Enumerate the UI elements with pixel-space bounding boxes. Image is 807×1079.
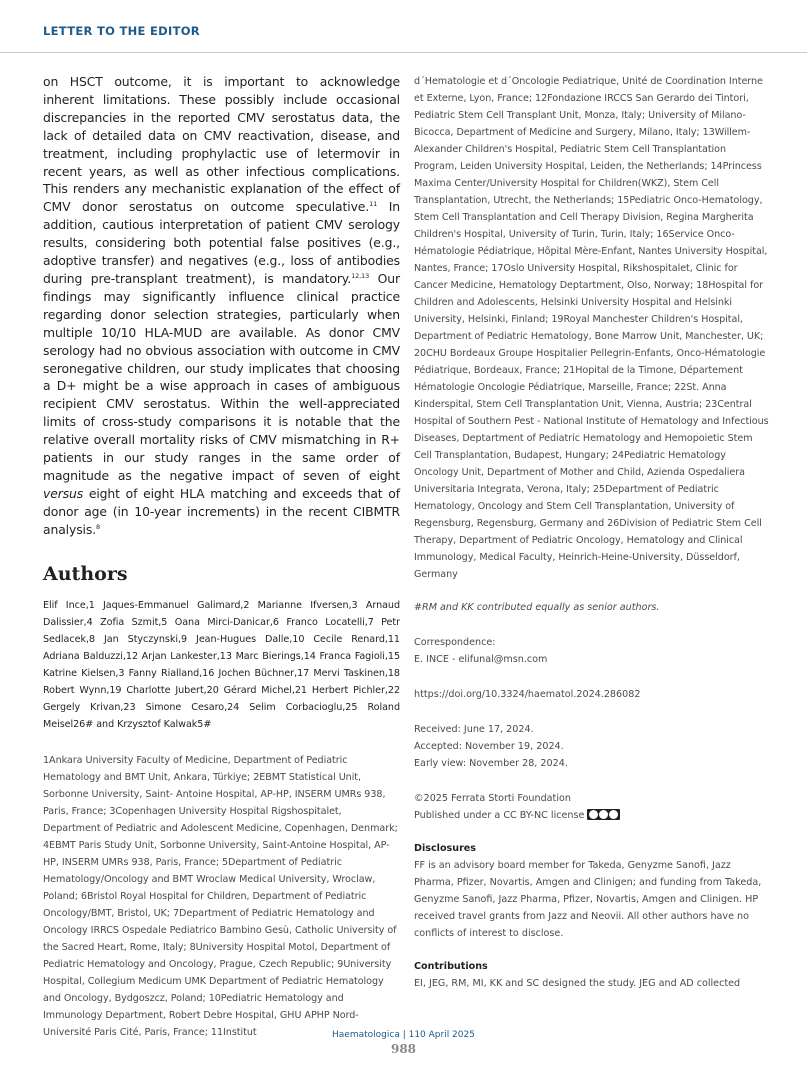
date-early-view: Early view: November 28, 2024. <box>414 758 568 769</box>
correspondence-block <box>414 634 772 668</box>
left-column <box>43 73 400 1041</box>
copyright-block <box>414 790 772 824</box>
header-divider <box>0 52 807 53</box>
date-accepted: Accepted: November 19, 2024. <box>414 741 564 752</box>
license-line <box>414 807 772 824</box>
disclosures-title: Disclosures <box>414 843 477 854</box>
copyright-line: ©2025 Ferrata Storti Foundation <box>414 793 571 804</box>
main-text-part-4: eight of eight HLA matching and exceeds that of donor age (in 10-year increments) in the recent CIBMTR analysis. <box>43 485 400 537</box>
main-text-part-1: on HSCT outcome, it is important to acknowledge inherent limitations. These possibly include occasional discrepancies in the reported CMV serostatus data, the lack of detailed data on CMV reactivation, disease, and treatment, including prophylactic use of letermovir in recent years, as well as other infectious complications. This renders any mechanistic explanation of the effect of CMV donor serostatus on outcome speculative. <box>43 74 400 215</box>
disclosures-text: FF is an advisory board member for Takeda, Genyzme Sanofi, Jazz Pharma, Pfizer, Novartis, Amgen and Clinigen; and funding from Takeda, Genyzme Sanofi, Jazz Pharma, Pfizer, Novartis, Amgen and Clinigen. HP received travel grants from Jazz and Neovii. All other authors have no conflicts of interest to disclose. <box>414 860 762 939</box>
section-label: LETTER TO THE EDITOR <box>43 24 200 38</box>
doi-link[interactable]: https://doi.org/10.3324/haematol.2024.286082 <box>414 689 641 700</box>
versus-italic: versus <box>43 485 84 501</box>
authors-list: Elif Ince,1 Jaques-Emmanuel Galimard,2 Marianne Ifversen,3 Arnaud Dalissier,4 Zofia Szmit,5 Oana Mirci-Danicar,6 Franco Locatelli,7 Petr Sedlacek,8 Jan Styczynski,9 Jean-Hugues Dalle,10 Cecile Renard,11 Adriana Balduzzi,12 Arjan Lankester,13 Marc Bierings,14 Franca Fagioli,15 Katrine Kielsen,3 Fanny Rialland,16 Jochen Büchner,17 Mervi Taskinen,18 Robert Wynn,19 Charlotte Jubert,20 Gérard Michel,21 Herbert Pichler,22 Gergely Krivan,23 Simone Cesaro,24 Selim Corbacioglu,25 Roland Meisel26# and Krzysztof Kalwak5# <box>43 599 400 730</box>
citation-8: 8 <box>96 522 101 531</box>
main-text-part-3: Our findings may significantly influence clinical practice regarding donor selection strategies, particularly when multiple 10/10 HLA-MUD are available. As donor CMV serology had no obvious association with outcome in CMV seronegative children, our study implicates that choosing a D+ might be a wise approach in cases of ambiguous recipient CMV serostatus. Within the well-appreciated limits of cross-study comparisons it is notable that the relative overall mortality risks of CMV mismatching in R+ patients in our study ranges in the same order of magnitude as the negative impact of seven of eight <box>43 270 400 483</box>
correspondence-label: Correspondence: <box>414 637 496 648</box>
license-text: Published under a CC BY-NC license <box>414 810 585 821</box>
affiliations-right: d´Hematologie et d´Oncologie Pediatrique, Unité de Coordination Interne et Externe, Lyon, France; 12Fondazione IRCCS San Gerardo dei Tintori, Pediatric Stem Cell Transplant Unit, Monza, Italy; University of Milano-Bicocca, Department of Medicine and Surgery, Milano, Italy; 13Willem-Alexander Children's Hospital, Pediatric Stem Cell Transplantation Program, Leiden University Hospital, Leiden, the Netherlands; 14Princess Maxima Center/University Hospital for Children(WKZ), Stem Cell Transplantation, Utrecht, the Netherlands; 15Pediatric Onco-Hematology, Stem Cell Transplantation and Cell Therapy Division, Regina Margherita Children's Hospital, University of Turin, Turin, Italy; 16Service Onco-Hématologie Pédiatrique, Hôpital Mère-Enfant, Nantes University Hospital, Nantes, France; 17Oslo University Hospital, Rikshospitalet, Clinic for Cancer Medicine, Hematology Deptartment, Olso, Norway; 18Hospital for Children and Adolescents, Helsinki University Hospital and Helsinki University, Helsinki, Finland; 19Royal Manchester Children's Hospital, Department of Pediatric Hematology, Bone Marrow Unit, Manchester, UK; 20CHU Bordeaux Groupe Hospitalier Pellegrin-Enfants, Onco-Hématologie Pédiatrique, Bordeaux, France; 21Hopital de la Timone, Département Hématologie Oncologie Pédiatrique, Marseille, France; 22St. Anna Kinderspital, Stem Cell Transplantation Unit, Vienna, Austria; 23Central Hospital of Southern Pest - National Institute of Hematology and Infectious Diseases, Deptartment of Pediatric Hematology and Hemopoietic Stem Cell Transplantation, Budapest, Hungary; 24Pediatric Hematology Oncology Unit, Department of Mother and Child, Azienda Ospedaliera Universitaria Integrata, Verona, Italy; 25Department of Pediatric Hematology, Oncology and Stem Cell Transplantation, University of Regensburg, Regensburg, Germany and 26Division of Pediatric Stem Cell Therapy, Department of Pediatric Oncology, Hematology and Clinical Immunology, Medical Faculty, Heinrich-Heine-University, Düsseldorf, Germany <box>414 76 769 580</box>
affiliations-left: 1Ankara University Faculty of Medicine, Department of Pediatric Hematology and BMT Unit, Ankara, Türkiye; 2EBMT Statistical Unit, Sorbonne University, Saint- Antoine Hospital, AP-HP, INSERM UMRs 938, Paris, France; 3Copenhagen University Hospital Rigshospitalet, Department of Pediatric and Adolescent Medicine, Copenhagen, Denmark; 4EBMT Paris Study Unit, Sorbonne University, Saint-Antoine Hospital, AP-HP, INSERM UMRs 938, Paris, France; 5Department of Pediatric Hematology/Oncology and BMT Wroclaw Medical University, Wroclaw, Poland; 6Bristol Royal Hospital for Children, Department of Pediatric Oncology/BMT, Bristol, UK; 7Department of Pediatric Hematology and Oncology IRRCS Ospedale Pediatrico Bambino Gesù, Catholic University of the Sacred Heart, Rome, Italy; 8University Hospital Motol, Department of Pediatric Hematology and Oncology, Prague, Czech Republic; 9University Hospital, Collegium Medicum UMK Department of Pediatric Hematology and Oncology, Bydgoszcz, Poland; 10Pediatric Hematology and Immunology Department, Robert Debre Hospital, GHU APHP Nord-Université Paris Cité, Paris, France; 11Institut <box>43 754 398 1038</box>
cc-by-nc-badge-icon[interactable] <box>587 809 620 820</box>
dates-block <box>414 721 772 772</box>
footer-journal-line: Haematologica | 110 April 2025 <box>332 1030 475 1040</box>
citation-12-13: 12,13 <box>351 271 370 280</box>
date-received: Received: June 17, 2024. <box>414 724 534 735</box>
main-paragraph <box>43 73 400 539</box>
correspondence-contact[interactable]: E. INCE - elifunal@msn.com <box>414 654 548 665</box>
equal-contribution-note: #RM and KK contributed equally as senior authors. <box>414 602 660 613</box>
contributions-title: Contributions <box>414 961 488 972</box>
doi-block <box>414 686 772 703</box>
right-column <box>414 73 772 992</box>
authors-heading: Authors <box>43 562 128 585</box>
main-text-part-2: In addition, cautious interpretation of patient CMV serology results, considering both potential false positives (e.g., adoptive transfer) and negatives (e.g., loss of antibodies during pre-transplant treatment), is mandatory. <box>43 199 400 286</box>
footer-page-number: 988 <box>390 1042 417 1056</box>
contributions-text: EI, JEG, RM, MI, KK and SC designed the study. JEG and AD collected <box>414 978 741 989</box>
citation-11: 11 <box>369 200 378 209</box>
